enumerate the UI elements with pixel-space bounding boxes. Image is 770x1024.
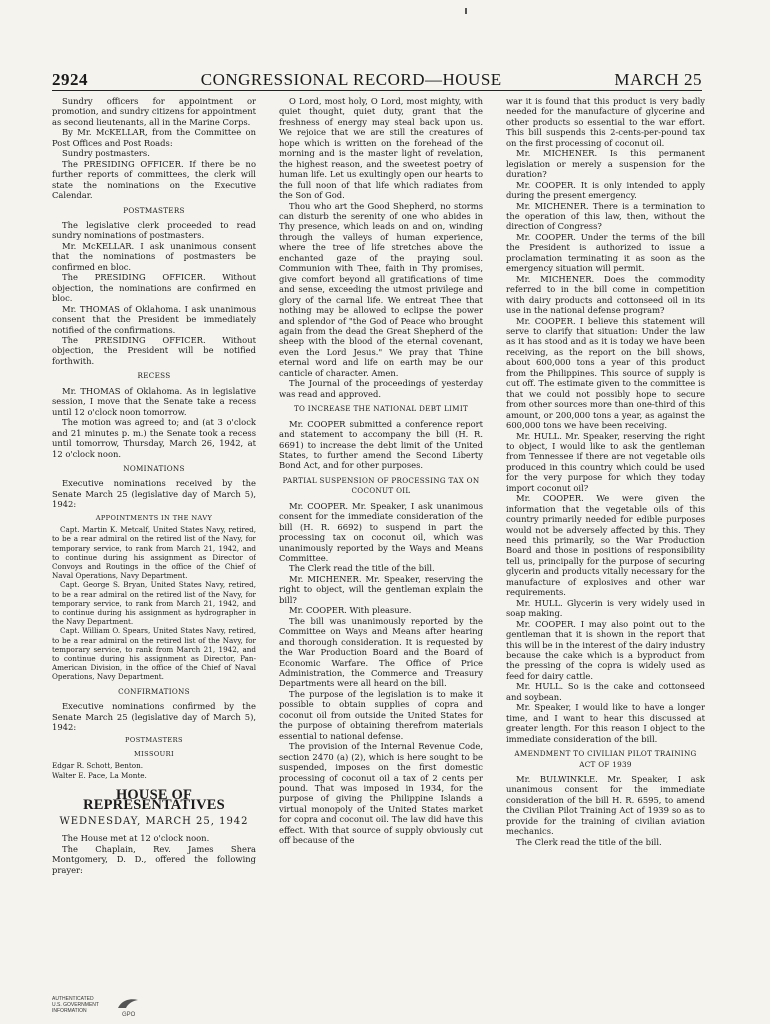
name-entry: Edgar R. Schott, Benton. — [52, 761, 143, 771]
stamp-line: AUTHENTICATED — [52, 996, 94, 1002]
state-heading: MISSOURI — [133, 749, 174, 758]
header-rule — [52, 90, 702, 91]
paragraph: The House met at 12 o'clock noon. — [62, 833, 210, 844]
paragraph: Mr. COOPER. With pleasure. — [289, 605, 412, 616]
house-title: HOUSE OF REPRESENTATIVES — [83, 786, 225, 814]
paragraph: Sundry postmasters. — [62, 148, 150, 159]
paragraph: Mr. Speaker, I would like to have a longer time, and I want to hear this discussed at greater length. For this reason I object to the immediate consideration of the bill. — [506, 702, 705, 744]
paragraph: Mr. HULL. Glycerin is very widely used in soap making. — [506, 597, 705, 619]
section-heading: AMENDMENT TO CIVILIAN PILOT TRAINING ACT OF 1939 — [514, 749, 697, 769]
paragraph: Mr. MICHENER. Is this permanent legislation or merely a suspension for the duration? — [506, 148, 705, 180]
header-date: MARCH 25 — [614, 70, 702, 89]
paragraph: Mr. COOPER. I may also point out to the gentleman that it is shown in the report that this will be in the interest of the dairy industry because the cake which is a byproduct from the pressing of the copra is widely used as feed for dairy cattle. — [506, 618, 705, 681]
section-heading: PARTIAL SUSPENSION OF PROCESSING TAX ON COCONUT OIL — [282, 475, 480, 496]
paragraph: The Clerk read the title of the bill. — [516, 836, 662, 847]
paragraph: Mr. COOPER. We were given the information that the vegetable oils of this country primarily needed for edible purposes would not be adversely affected by this. They need this primarily, so the War Production Board and those in positions of responsibility tell us, principally for the purpose of securing glycerin and products vitally necessary for the manufacture of explosives and other war requirements. — [506, 493, 705, 598]
section-heading: NOMINATIONS — [123, 463, 185, 473]
paragraph: Mr. HULL. So is the cake and cottonseed and soybean. — [506, 681, 705, 702]
subsection-heading: APPOINTMENTS IN THE NAVY — [95, 513, 213, 522]
nomination-list — [52, 525, 256, 681]
prayer-paragraph: O Lord, most holy, O Lord, most mighty, with quiet thought, quiet duty, grant that the freshness of energy may steal back upon us. We rejoice that we are still the creatures of hope which is written on the forehead of the morning and is the master light of revelation, the highest reason, and the sweetest poetry of human life. Let us exultingly open our hearts to the full noon of that life which radiates from the Son of God. — [279, 96, 483, 201]
paragraph: The legislative clerk proceeded to read sundry nominations of postmasters. — [52, 219, 256, 241]
paragraph: war it is found that this product is very badly needed for the manufacture of glycerine and other products so essential to the war effort. This bill suspends this 2-cents-per-pound tax on the first processing of coconut oil. — [506, 96, 705, 148]
column-2 — [279, 96, 483, 996]
section-heading: RECESS — [137, 371, 171, 381]
gpo-logo-text: GPO — [122, 1012, 136, 1018]
paragraph: The bill was unanimously reported by the Committee on Ways and Means after hearing and thorough consideration. It is requested by the War Production Board and the Board of Economic Warfare. The Office of Price Administration, the Commerce and Treasury Departments were all heard on the bill. — [279, 615, 483, 689]
paragraph: Mr. COOPER submitted a conference report and statement to accompany the bill (H. R. 6691) to increase the debt limit of the United States, to further amend the Second Liberty Bond Act, and for other purposes. — [279, 418, 483, 471]
page-header — [52, 70, 702, 90]
paragraph: The Clerk read the title of the bill. — [289, 563, 435, 574]
section-heading: TO INCREASE THE NATIONAL DEBT LIMIT — [293, 404, 469, 414]
gpo-eagle-icon — [116, 996, 140, 1018]
nomination-entry: Capt. Martin K. Metcalf, United States Navy, retired, to be a rear admiral on the retired list of the Navy, for temporary service, to rank from March 21, 1942, and to continue during his assignment as Director of Convoys and Routings in the office of the Chief of Naval Operations, Navy Department. — [52, 525, 256, 581]
prayer-paragraph: Thou who art the Good Shepherd, no storms can disturb the serenity of one who abides in Thy presence, which leads on and on, winding through the valleys of human experience, where the tree of life stretches above the enchanted gaze of the praying soul. Communion with Thee, faith in Thy promises, give comfort beyond all gratifications of time and sense, exceeding the utmost privilege and glory of the carnal life. We entreat Thee that nothing may be allowed to eclipse the power and splendor of "the God of Peace who brought again from the dead the Great Shepherd of the sheep with the blood of the eternal covenant, even the Lord Jesus." We pray that Thine eternal word and life on earth may be our canticle of character. Amen. — [279, 200, 483, 378]
section-heading: POSTMASTERS — [123, 205, 185, 215]
paragraph: Mr. COOPER. I believe this statement will serve to clarify that situation: Under the law as it has stood and as it is today we have been receiving, as the report on the bill shows, about 600,000 tons a year of this product from the Philippines. This source of supply is cut off. The estimate given to the committee is that we could not possibly hope to secure from other sources more than one-third of this amount, or 200,000 tons a year, as against the 600,000 tons we have been receiving. — [506, 315, 705, 431]
paragraph: Mr. THOMAS of Oklahoma. I ask unanimous consent that the President be immediately notified of the confirmations. — [52, 303, 256, 335]
paragraph: Mr. McKELLAR. I ask unanimous consent that the nominations of postmasters be confirmed en bloc. — [52, 240, 256, 272]
paragraph: Mr. HULL. Mr. Speaker, reserving the right to object, I would like to ask the gentleman from Tennessee if there are not vegetable oils produced in this country which could be used for the very purpose for which they today import coconut oil? — [506, 430, 705, 493]
page-number: 2924 — [52, 70, 88, 89]
stamp-line: U.S. GOVERNMENT — [52, 1002, 99, 1008]
gpo-authentication-stamp — [52, 996, 142, 1020]
section-heading: CONFIRMATIONS — [118, 686, 190, 696]
paragraph: Executive nominations received by the Senate March 25 (legislative day of March 5), 1942: — [52, 478, 256, 510]
column-1 — [52, 96, 256, 996]
paragraph: The PRESIDING OFFICER. Without objection, the President will be notified forthwith. — [52, 334, 256, 366]
name-entry: Walter E. Pace, La Monte. — [52, 770, 147, 780]
postmaster-names — [52, 761, 256, 779]
subsection-heading: POSTMASTERS — [125, 736, 183, 745]
column-3 — [506, 96, 705, 996]
paragraph: By Mr. McKELLAR, from the Committee on Post Offices and Post Roads: — [52, 127, 256, 148]
paragraph: The provision of the Internal Revenue Code, section 2470 (a) (2), which is here sought to be suspended, imposes on the first domestic processing of coconut oil a tax of 2 cents per pound. That was imposed in 1934, for the purpose of giving the Philippine Islands a virtual monopoly of the United States market for copra and coconut oil. The law did have this effect. With that source of supply obviously cut off because of the — [279, 741, 483, 846]
paragraph: Mr. MICHENER. Does the commodity referred to in the bill come in competition with dairy products and cottonseed oil in its use in the national defense program? — [506, 273, 705, 316]
paragraph: Mr. COOPER. Mr. Speaker, I ask unanimous consent for the immediate consideration of the bill (H. R. 6692) to suspend in part the processing tax on coconut oil, which was unanimously reported by the Ways and Means Committee. — [279, 500, 483, 564]
paragraph: Mr. MICHENER. Mr. Speaker, reserving the right to object, will the gentleman explain the bill? — [279, 573, 483, 605]
paragraph: Mr. BULWINKLE. Mr. Speaker, I ask unanimous consent for the immediate consideration of the bill H. R. 6595, to amend the Civilian Pilot Training Act of 1939 so as to provide for the training of civilian aviation mechanics. — [506, 774, 705, 837]
paragraph: The Chaplain, Rev. James Shera Montgomery, D. D., offered the following prayer: — [52, 843, 256, 875]
paragraph: Mr. COOPER. It is only intended to apply during the present emergency. — [506, 179, 705, 201]
paragraph: Executive nominations confirmed by the Senate March 25 (legislative day of March 5), 1942: — [52, 701, 256, 733]
paragraph: Mr. THOMAS of Oklahoma. As in legislative session, I move that the Senate take a recess until 12 o'clock noon tomorrow. — [52, 385, 256, 417]
paragraph: Mr. MICHENER. There is a termination to the operation of this law, then, without the direction of Congress? — [506, 200, 705, 232]
paragraph: Mr. COOPER. Under the terms of the bill the President is authorized to issue a proclamation terminating it as soon as the emergency situation will permit. — [506, 231, 705, 274]
publication-title: CONGRESSIONAL RECORD—HOUSE — [200, 70, 502, 89]
paragraph: The PRESIDING OFFICER. If there be no further reports of committees, the clerk will state the nominations on the Executive Calendar. — [52, 158, 256, 201]
nomination-entry: Capt. George S. Bryan, United States Navy, retired, to be a rear admiral on the retired list of the Navy, for temporary service, to rank from March 21, 1942, and to continue during his assignment as hydrographer in the Navy Department. — [52, 580, 256, 627]
paragraph: Sundry officers for appointment or promotion, and sundry citizens for appointment as second lieutenants, all in the Marine Corps. — [52, 96, 256, 127]
stamp-line: INFORMATION — [52, 1008, 87, 1014]
paragraph: The Journal of the proceedings of yesterday was read and approved. — [279, 378, 483, 399]
nomination-entry: Capt. William O. Spears, United States Navy, retired, to be a rear admiral on the retired list of the Navy, for temporary service, to rank from March 21, 1942, and to continue during his assignment as Director, Pan-American Division, in the office of the Chief of Naval Operations, Navy Department. — [52, 626, 256, 682]
scan-mark — [465, 8, 467, 14]
paragraph: The purpose of the legislation is to make it possible to obtain supplies of copra and coconut oil from outside the United States for the purpose of obtaining therefrom materials essential to national defense. — [279, 688, 483, 741]
paragraph: The PRESIDING OFFICER. Without objection, the nominations are confirmed en bloc. — [52, 272, 256, 304]
paragraph: The motion was agreed to; and (at 3 o'clock and 21 minutes p. m.) the Senate took a recess until tomorrow, Thursday, March 26, 1942, at 12 o'clock noon. — [52, 417, 256, 459]
house-date: WEDNESDAY, MARCH 25, 1942 — [59, 815, 249, 827]
